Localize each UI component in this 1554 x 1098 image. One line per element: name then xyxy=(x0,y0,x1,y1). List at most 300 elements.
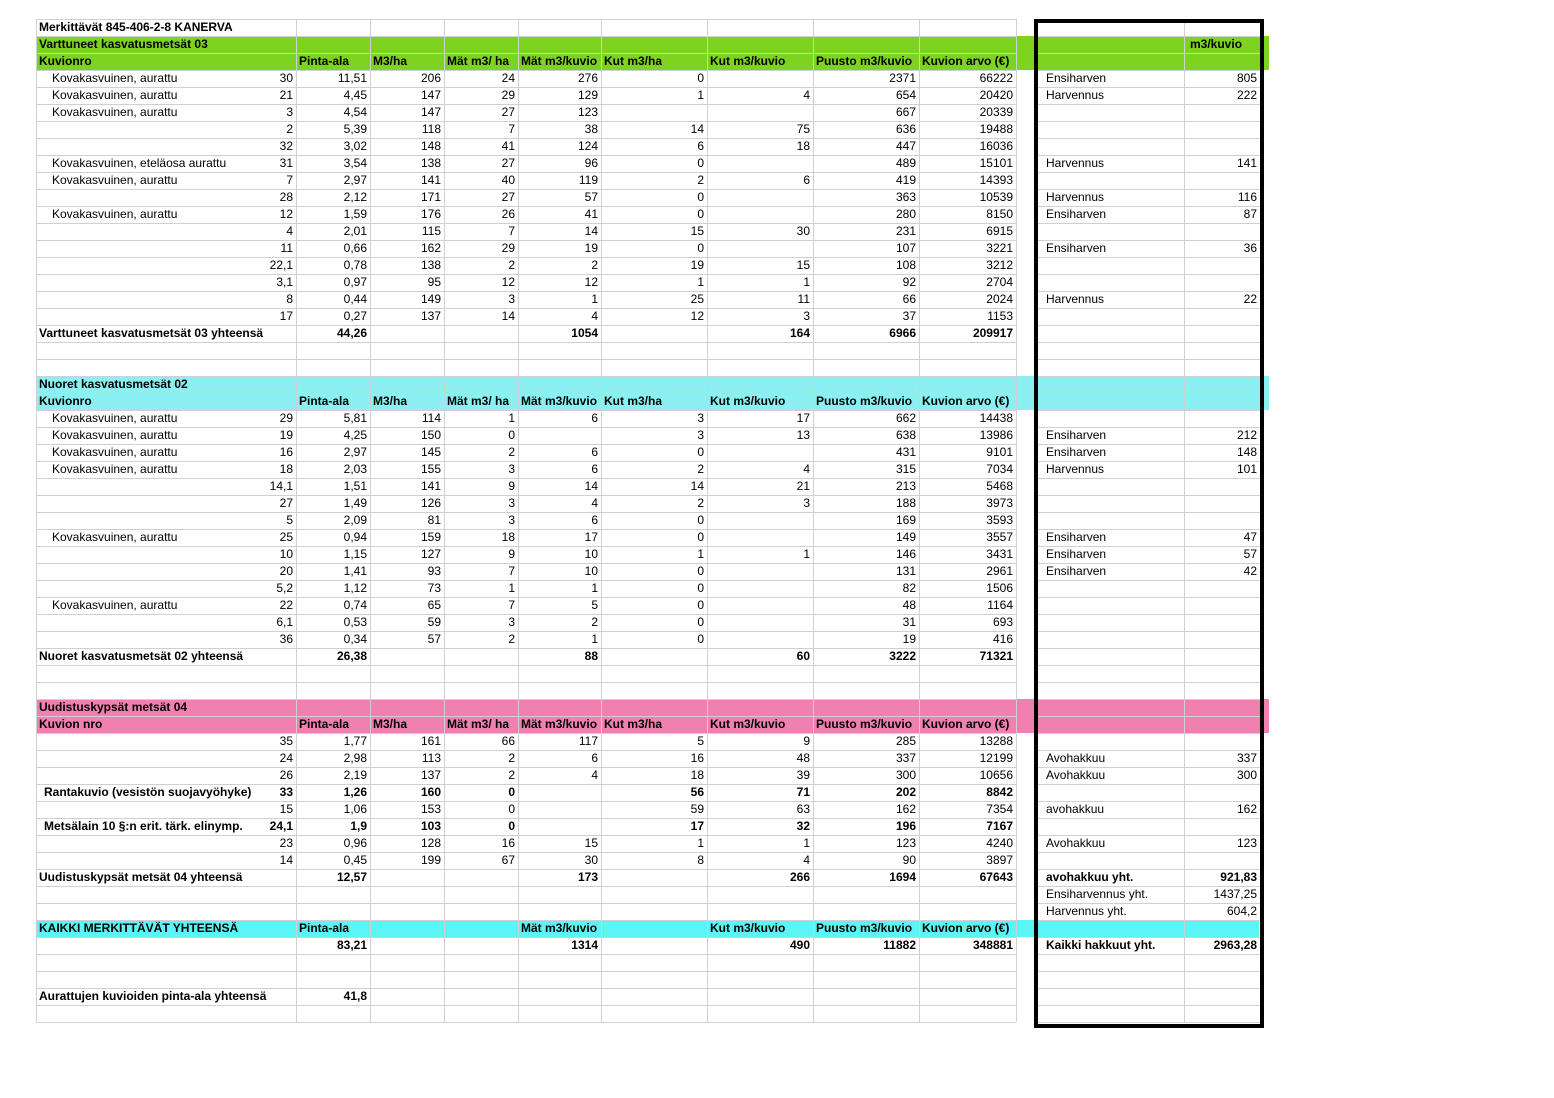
cell-matha: 3 xyxy=(508,496,515,510)
cell-arvo: 2024 xyxy=(986,292,1013,306)
cell-m3-per-kuvio: 22 xyxy=(1243,292,1257,306)
cell-ala: 2,01 xyxy=(343,224,367,238)
cell-ala: 0,66 xyxy=(343,241,367,255)
cell-operation: Ensiharven xyxy=(1046,530,1107,544)
section-header-row xyxy=(0,716,1554,733)
cell-operation: Ensiharven xyxy=(1046,564,1107,578)
grid-line xyxy=(36,665,1016,666)
cell-matk: 4 xyxy=(591,309,598,323)
cell-arvo: 3431 xyxy=(986,547,1013,561)
cell-arvo: 693 xyxy=(992,615,1013,629)
grid-line xyxy=(1184,19,1185,1022)
cell-kutk: 4 xyxy=(803,88,810,102)
cell-kutk: 3 xyxy=(803,309,810,323)
cell-puusto: 280 xyxy=(895,207,916,221)
cell-nro: 22,1 xyxy=(269,258,293,272)
table-row xyxy=(0,274,1554,291)
column-header: Kuvion arvo (€) xyxy=(922,394,1010,408)
cell-nro: 6,1 xyxy=(276,615,293,629)
cell-matha: 66 xyxy=(501,734,515,748)
cell-ala: 11,51 xyxy=(337,71,367,85)
cell-arvo: 1164 xyxy=(987,598,1013,612)
summary-row xyxy=(0,903,1554,920)
cell-arvo: 7034 xyxy=(986,462,1013,476)
column-header: Kuvionro xyxy=(39,394,92,408)
row-description: Kovakasvuinen, aurattu xyxy=(52,105,178,119)
cell-kutha: 0 xyxy=(697,156,704,170)
cell-ala: 2,97 xyxy=(343,445,367,459)
grid-line xyxy=(1036,393,1260,394)
cell-matha: 12 xyxy=(501,275,515,289)
summary-value: 604,2 xyxy=(1226,904,1257,918)
cell-matha: 16 xyxy=(501,836,515,850)
cell-arvo: 14438 xyxy=(979,411,1013,425)
grand-m3: 2963,28 xyxy=(1213,938,1257,952)
cell-matha: 9 xyxy=(508,479,515,493)
cell-puusto: 231 xyxy=(895,224,916,238)
table-row xyxy=(0,529,1554,546)
cell-nro: 31 xyxy=(279,156,293,170)
cell-matha: 7 xyxy=(508,224,515,238)
cell-m3ha: 153 xyxy=(420,802,441,816)
grid-line xyxy=(36,359,1016,360)
cell-kutk: 30 xyxy=(796,224,810,238)
column-header: Puusto m3/kuvio xyxy=(816,394,913,408)
grid-line xyxy=(1036,359,1260,360)
cell-puusto: 92 xyxy=(902,275,916,289)
cell-matha: 67 xyxy=(501,853,515,867)
cell-arvo: 3221 xyxy=(986,241,1013,255)
table-row xyxy=(0,172,1554,189)
cell-arvo: 416 xyxy=(992,632,1013,646)
cell-matha: 1 xyxy=(508,411,515,425)
cell-arvo: 12199 xyxy=(979,751,1013,765)
cell-arvo: 2961 xyxy=(986,564,1013,578)
cell-arvo: 13288 xyxy=(979,734,1013,748)
column-header: Mät m3/ ha xyxy=(447,394,510,408)
table-row xyxy=(0,580,1554,597)
cell-puusto: 123 xyxy=(895,836,916,850)
cell-operation: Ensiharven xyxy=(1046,241,1107,255)
cell-operation: Harvennus xyxy=(1046,190,1105,204)
cell-kutk: 63 xyxy=(796,802,810,816)
cell-ala: 0,53 xyxy=(343,615,367,629)
cell-matha: 27 xyxy=(501,156,515,170)
grid-line xyxy=(36,444,1016,445)
cell-puusto: 66 xyxy=(902,292,916,306)
grid-line xyxy=(36,733,1016,734)
table-row xyxy=(0,427,1554,444)
grid-line xyxy=(36,852,1016,853)
grand-ala: 83,21 xyxy=(336,938,367,952)
column-header: Kut m3/ha xyxy=(604,717,663,731)
grid-line xyxy=(36,988,1016,989)
grid-line xyxy=(370,19,371,1022)
grid-line xyxy=(36,512,1016,513)
column-header: Mät m3/kuvio xyxy=(521,717,598,731)
grid-line xyxy=(36,954,1016,955)
column-header: Mät m3/ ha xyxy=(447,717,510,731)
cell-matha: 27 xyxy=(501,105,515,119)
column-header: Kut m3/kuvio xyxy=(710,717,786,731)
grid-line xyxy=(1016,19,1017,1022)
section-header-row xyxy=(0,393,1554,410)
section-total-label: Nuoret kasvatusmetsät 02 yhteensä xyxy=(39,649,244,663)
cell-ala: 4,54 xyxy=(343,105,367,119)
cell-puusto: 196 xyxy=(895,819,916,833)
cell-kutha: 0 xyxy=(697,241,704,255)
cell-kutha: 3 xyxy=(697,411,704,425)
column-header: Kuvion nro xyxy=(39,717,103,731)
cell-ala: 1,49 xyxy=(343,496,367,510)
cell-puusto: 489 xyxy=(895,156,916,170)
grid-line xyxy=(1036,784,1260,785)
table-row xyxy=(0,818,1554,835)
grid-line xyxy=(36,801,1016,802)
cell-kutk: 9 xyxy=(803,734,810,748)
cell-kutk: 4 xyxy=(803,462,810,476)
cell-kutha: 0 xyxy=(697,71,704,85)
cell-kutk: 71 xyxy=(796,785,810,799)
cell-m3ha: 126 xyxy=(420,496,441,510)
empty-row xyxy=(0,954,1554,971)
cell-m3ha: 113 xyxy=(421,751,441,765)
cell-operation: Ensiharven xyxy=(1046,71,1107,85)
grid-line xyxy=(1036,631,1260,632)
grid-line xyxy=(1036,920,1260,921)
table-row xyxy=(0,852,1554,869)
section-title-row xyxy=(0,376,1554,393)
grid-line xyxy=(1036,104,1260,105)
cell-puusto: 431 xyxy=(895,445,916,459)
cell-nro: 35 xyxy=(279,734,293,748)
grid-line xyxy=(1036,563,1260,564)
cell-ala: 4,25 xyxy=(343,428,367,442)
total-matk: 88 xyxy=(584,649,598,663)
grid-line xyxy=(36,597,1016,598)
cell-puusto: 169 xyxy=(895,513,916,527)
grid-line xyxy=(1036,444,1260,445)
cell-arvo: 8150 xyxy=(986,207,1013,221)
cell-kutha: 1 xyxy=(697,836,704,850)
column-header: Pinta-ala xyxy=(299,717,350,731)
cell-ala: 2,12 xyxy=(343,190,367,204)
grid-line xyxy=(36,563,1016,564)
cell-matha: 2 xyxy=(508,445,515,459)
cell-kutk: 3 xyxy=(803,496,810,510)
cell-puusto: 654 xyxy=(895,88,916,102)
cell-kutk: 18 xyxy=(796,139,810,153)
cell-ala: 0,78 xyxy=(343,258,367,272)
grand-total-title: KAIKKI MERKITTÄVÄT YHTEENSÄ xyxy=(39,921,239,935)
table-row xyxy=(0,767,1554,784)
cell-kutha: 6 xyxy=(697,139,704,153)
cell-kutk: 6 xyxy=(803,173,810,187)
cell-arvo: 14393 xyxy=(979,173,1013,187)
cell-ala: 3,54 xyxy=(343,156,367,170)
cell-kutha: 1 xyxy=(697,275,704,289)
cell-m3-per-kuvio: 101 xyxy=(1236,462,1257,476)
cell-kutha: 14 xyxy=(690,122,704,136)
grid-line xyxy=(1036,19,1037,1022)
table-row xyxy=(0,155,1554,172)
cell-m3-per-kuvio: 222 xyxy=(1236,88,1257,102)
cell-kutha: 19 xyxy=(690,258,704,272)
total-puusto: 6966 xyxy=(889,326,916,340)
cell-puusto: 363 xyxy=(895,190,916,204)
cell-kutha: 0 xyxy=(697,615,704,629)
cell-matk: 10 xyxy=(584,564,598,578)
cell-m3ha: 137 xyxy=(420,768,441,782)
table-row xyxy=(0,631,1554,648)
table-row xyxy=(0,835,1554,852)
cell-matha: 3 xyxy=(508,462,515,476)
cell-matk: 17 xyxy=(584,530,598,544)
section-total-row xyxy=(0,325,1554,342)
cell-matk: 57 xyxy=(584,190,598,204)
table-row xyxy=(0,291,1554,308)
grid-line xyxy=(36,920,1016,921)
grid-line xyxy=(601,19,602,1022)
total-kutk: 266 xyxy=(789,870,810,884)
cell-puusto: 188 xyxy=(895,496,916,510)
row-description: Kovakasvuinen, aurattu xyxy=(52,207,178,221)
grid-line xyxy=(36,903,1016,904)
grid-line xyxy=(919,19,920,1022)
grand-column-header: Kut m3/kuvio xyxy=(710,921,786,935)
cell-nro: 32 xyxy=(279,139,293,153)
cell-matk: 5 xyxy=(591,598,598,612)
cell-kutha: 1 xyxy=(697,88,704,102)
cell-puusto: 300 xyxy=(895,768,916,782)
cell-puusto: 419 xyxy=(895,173,916,187)
cell-matk: 15 xyxy=(584,836,598,850)
cell-m3ha: 118 xyxy=(421,122,441,136)
cell-m3-per-kuvio: 300 xyxy=(1236,768,1257,782)
cell-kutha: 0 xyxy=(697,530,704,544)
total-kutk: 164 xyxy=(789,326,810,340)
grid-line xyxy=(36,818,1016,819)
grid-line xyxy=(1036,529,1260,530)
section-total-row xyxy=(0,869,1554,886)
cell-nro: 17 xyxy=(279,309,293,323)
column-header: M3/ha xyxy=(373,717,408,731)
cell-puusto: 213 xyxy=(895,479,916,493)
cell-operation: Ensiharven xyxy=(1046,207,1107,221)
cell-ala: 4,45 xyxy=(343,88,367,102)
cell-operation: Ensiharven xyxy=(1046,547,1107,561)
cell-m3ha: 141 xyxy=(420,479,441,493)
table-row xyxy=(0,240,1554,257)
cell-nro: 7 xyxy=(286,173,293,187)
grid-line xyxy=(1036,410,1260,411)
cell-nro: 21 xyxy=(279,88,293,102)
column-header: Kuvion arvo (€) xyxy=(922,717,1010,731)
cell-puusto: 31 xyxy=(902,615,916,629)
cell-matha: 24 xyxy=(501,71,515,85)
cell-ala: 0,96 xyxy=(343,836,367,850)
cell-ala: 0,74 xyxy=(343,598,367,612)
cell-ala: 5,81 xyxy=(343,411,367,425)
cell-ala: 3,02 xyxy=(343,139,367,153)
grid-line xyxy=(1036,495,1260,496)
cell-m3-per-kuvio: 805 xyxy=(1236,71,1257,85)
cell-ala: 2,03 xyxy=(343,462,367,476)
row-description: Kovakasvuinen, aurattu xyxy=(52,88,178,102)
cell-matha: 7 xyxy=(508,598,515,612)
grid-line xyxy=(36,240,1016,241)
grand-kutk: 490 xyxy=(789,938,810,952)
cell-m3-per-kuvio: 212 xyxy=(1236,428,1257,442)
cell-nro: 4 xyxy=(286,224,293,238)
cell-arvo: 13986 xyxy=(979,428,1013,442)
cell-operation: Avohakkuu xyxy=(1046,751,1106,765)
grid-line xyxy=(1036,87,1260,88)
column-header: Pinta-ala xyxy=(299,54,350,68)
column-header: Kut m3/ha xyxy=(604,54,663,68)
cell-m3ha: 171 xyxy=(420,190,441,204)
grid-line xyxy=(36,580,1016,581)
grid-line xyxy=(36,971,1016,972)
cell-matk: 12 xyxy=(584,275,598,289)
cell-m3ha: 138 xyxy=(420,156,441,170)
row-description: Kovakasvuinen, aurattu xyxy=(52,445,178,459)
cell-kutha: 0 xyxy=(697,207,704,221)
cell-kutk: 17 xyxy=(796,411,810,425)
cell-nro: 29 xyxy=(279,411,293,425)
grid-line xyxy=(36,461,1016,462)
section-total-label: Varttuneet kasvatusmetsät 03 yhteensä xyxy=(39,326,264,340)
cell-matk: 6 xyxy=(591,751,598,765)
cell-matk: 2 xyxy=(591,258,598,272)
total-puusto: 3222 xyxy=(889,649,916,663)
grid-line xyxy=(36,784,1016,785)
grid-line xyxy=(36,206,1016,207)
grid-line xyxy=(444,19,445,1022)
grand-total-header-row xyxy=(0,920,1554,937)
grid-line xyxy=(1036,682,1260,683)
empty-row xyxy=(0,971,1554,988)
total-kutk: 60 xyxy=(796,649,810,663)
grid-line xyxy=(36,410,1016,411)
cell-puusto: 37 xyxy=(902,309,916,323)
table-row xyxy=(0,546,1554,563)
grid-line xyxy=(1036,818,1260,819)
column-header: Mät m3/kuvio xyxy=(521,54,598,68)
table-row xyxy=(0,189,1554,206)
cell-matk: 129 xyxy=(577,88,598,102)
cell-puusto: 149 xyxy=(895,530,916,544)
cell-ala: 2,09 xyxy=(343,513,367,527)
table-row xyxy=(0,308,1554,325)
cell-kutha: 0 xyxy=(697,190,704,204)
table-row xyxy=(0,87,1554,104)
grid-line xyxy=(36,1005,1016,1006)
grid-line xyxy=(1036,274,1260,275)
grid-line xyxy=(1036,937,1260,938)
grid-line xyxy=(1036,699,1260,700)
total-matk: 173 xyxy=(577,870,598,884)
right-column-header: m3/kuvio xyxy=(1190,37,1243,51)
cell-matha: 0 xyxy=(508,785,515,799)
table-row xyxy=(0,121,1554,138)
grid-line xyxy=(1036,597,1260,598)
table-row xyxy=(0,563,1554,580)
table-row xyxy=(0,478,1554,495)
cell-m3ha: 137 xyxy=(420,309,441,323)
grid-line xyxy=(36,155,1016,156)
cell-matk: 1 xyxy=(591,581,598,595)
grid-line xyxy=(36,716,1016,717)
cell-m3-per-kuvio: 337 xyxy=(1236,751,1257,765)
cell-ala: 0,44 xyxy=(343,292,367,306)
cell-arvo: 66222 xyxy=(979,71,1013,85)
cell-arvo: 6915 xyxy=(986,224,1013,238)
column-header: Kut m3/ha xyxy=(604,394,663,408)
cell-matk: 6 xyxy=(591,513,598,527)
grand-total-values-row xyxy=(0,937,1554,954)
cell-kutk: 11 xyxy=(797,292,810,306)
cell-matk: 276 xyxy=(577,71,598,85)
cell-puusto: 90 xyxy=(902,853,916,867)
cell-kutk: 4 xyxy=(803,853,810,867)
cell-m3ha: 65 xyxy=(427,598,441,612)
cell-ala: 2,97 xyxy=(343,173,367,187)
cell-m3-per-kuvio: 36 xyxy=(1243,241,1257,255)
table-row xyxy=(0,206,1554,223)
grid-line xyxy=(36,682,1016,683)
grid-line xyxy=(36,495,1016,496)
grid-line xyxy=(1036,121,1260,122)
cell-arvo: 3212 xyxy=(986,258,1013,272)
cell-m3-per-kuvio: 116 xyxy=(1237,190,1257,204)
section-header-row xyxy=(0,53,1554,70)
table-row xyxy=(0,750,1554,767)
cell-matha: 18 xyxy=(501,530,515,544)
cell-arvo: 4240 xyxy=(986,836,1013,850)
table-row xyxy=(0,444,1554,461)
cell-nro: 18 xyxy=(279,462,293,476)
cell-matha: 2 xyxy=(508,751,515,765)
cell-nro: 26 xyxy=(279,768,293,782)
cell-matha: 0 xyxy=(508,428,515,442)
sheet-title: Merkittävät 845-406-2-8 KANERVA xyxy=(39,20,233,34)
cell-kutha: 14 xyxy=(690,479,704,493)
cell-nro: 22 xyxy=(279,598,293,612)
grid-line xyxy=(1036,206,1260,207)
column-header: Kuvion arvo (€) xyxy=(922,54,1010,68)
cell-m3-per-kuvio: 162 xyxy=(1236,802,1257,816)
cell-arvo: 7354 xyxy=(986,802,1013,816)
cell-puusto: 2371 xyxy=(889,71,916,85)
cell-m3ha: 159 xyxy=(420,530,441,544)
total-m3: 921,83 xyxy=(1220,870,1257,884)
cell-kutk: 13 xyxy=(796,428,810,442)
cell-nro: 15 xyxy=(279,802,293,816)
section-title-row xyxy=(0,699,1554,716)
grid-line xyxy=(1036,325,1260,326)
cell-matk: 14 xyxy=(584,479,598,493)
cell-puusto: 337 xyxy=(895,751,916,765)
grid-line xyxy=(36,699,1016,700)
cell-ala: 0,34 xyxy=(343,632,367,646)
cell-matha: 9 xyxy=(508,547,515,561)
cell-matk: 41 xyxy=(584,207,598,221)
cell-matha: 7 xyxy=(508,122,515,136)
total-ala: 26,38 xyxy=(336,649,367,663)
cell-kutha: 12 xyxy=(690,309,704,323)
grid-line xyxy=(1036,750,1260,751)
